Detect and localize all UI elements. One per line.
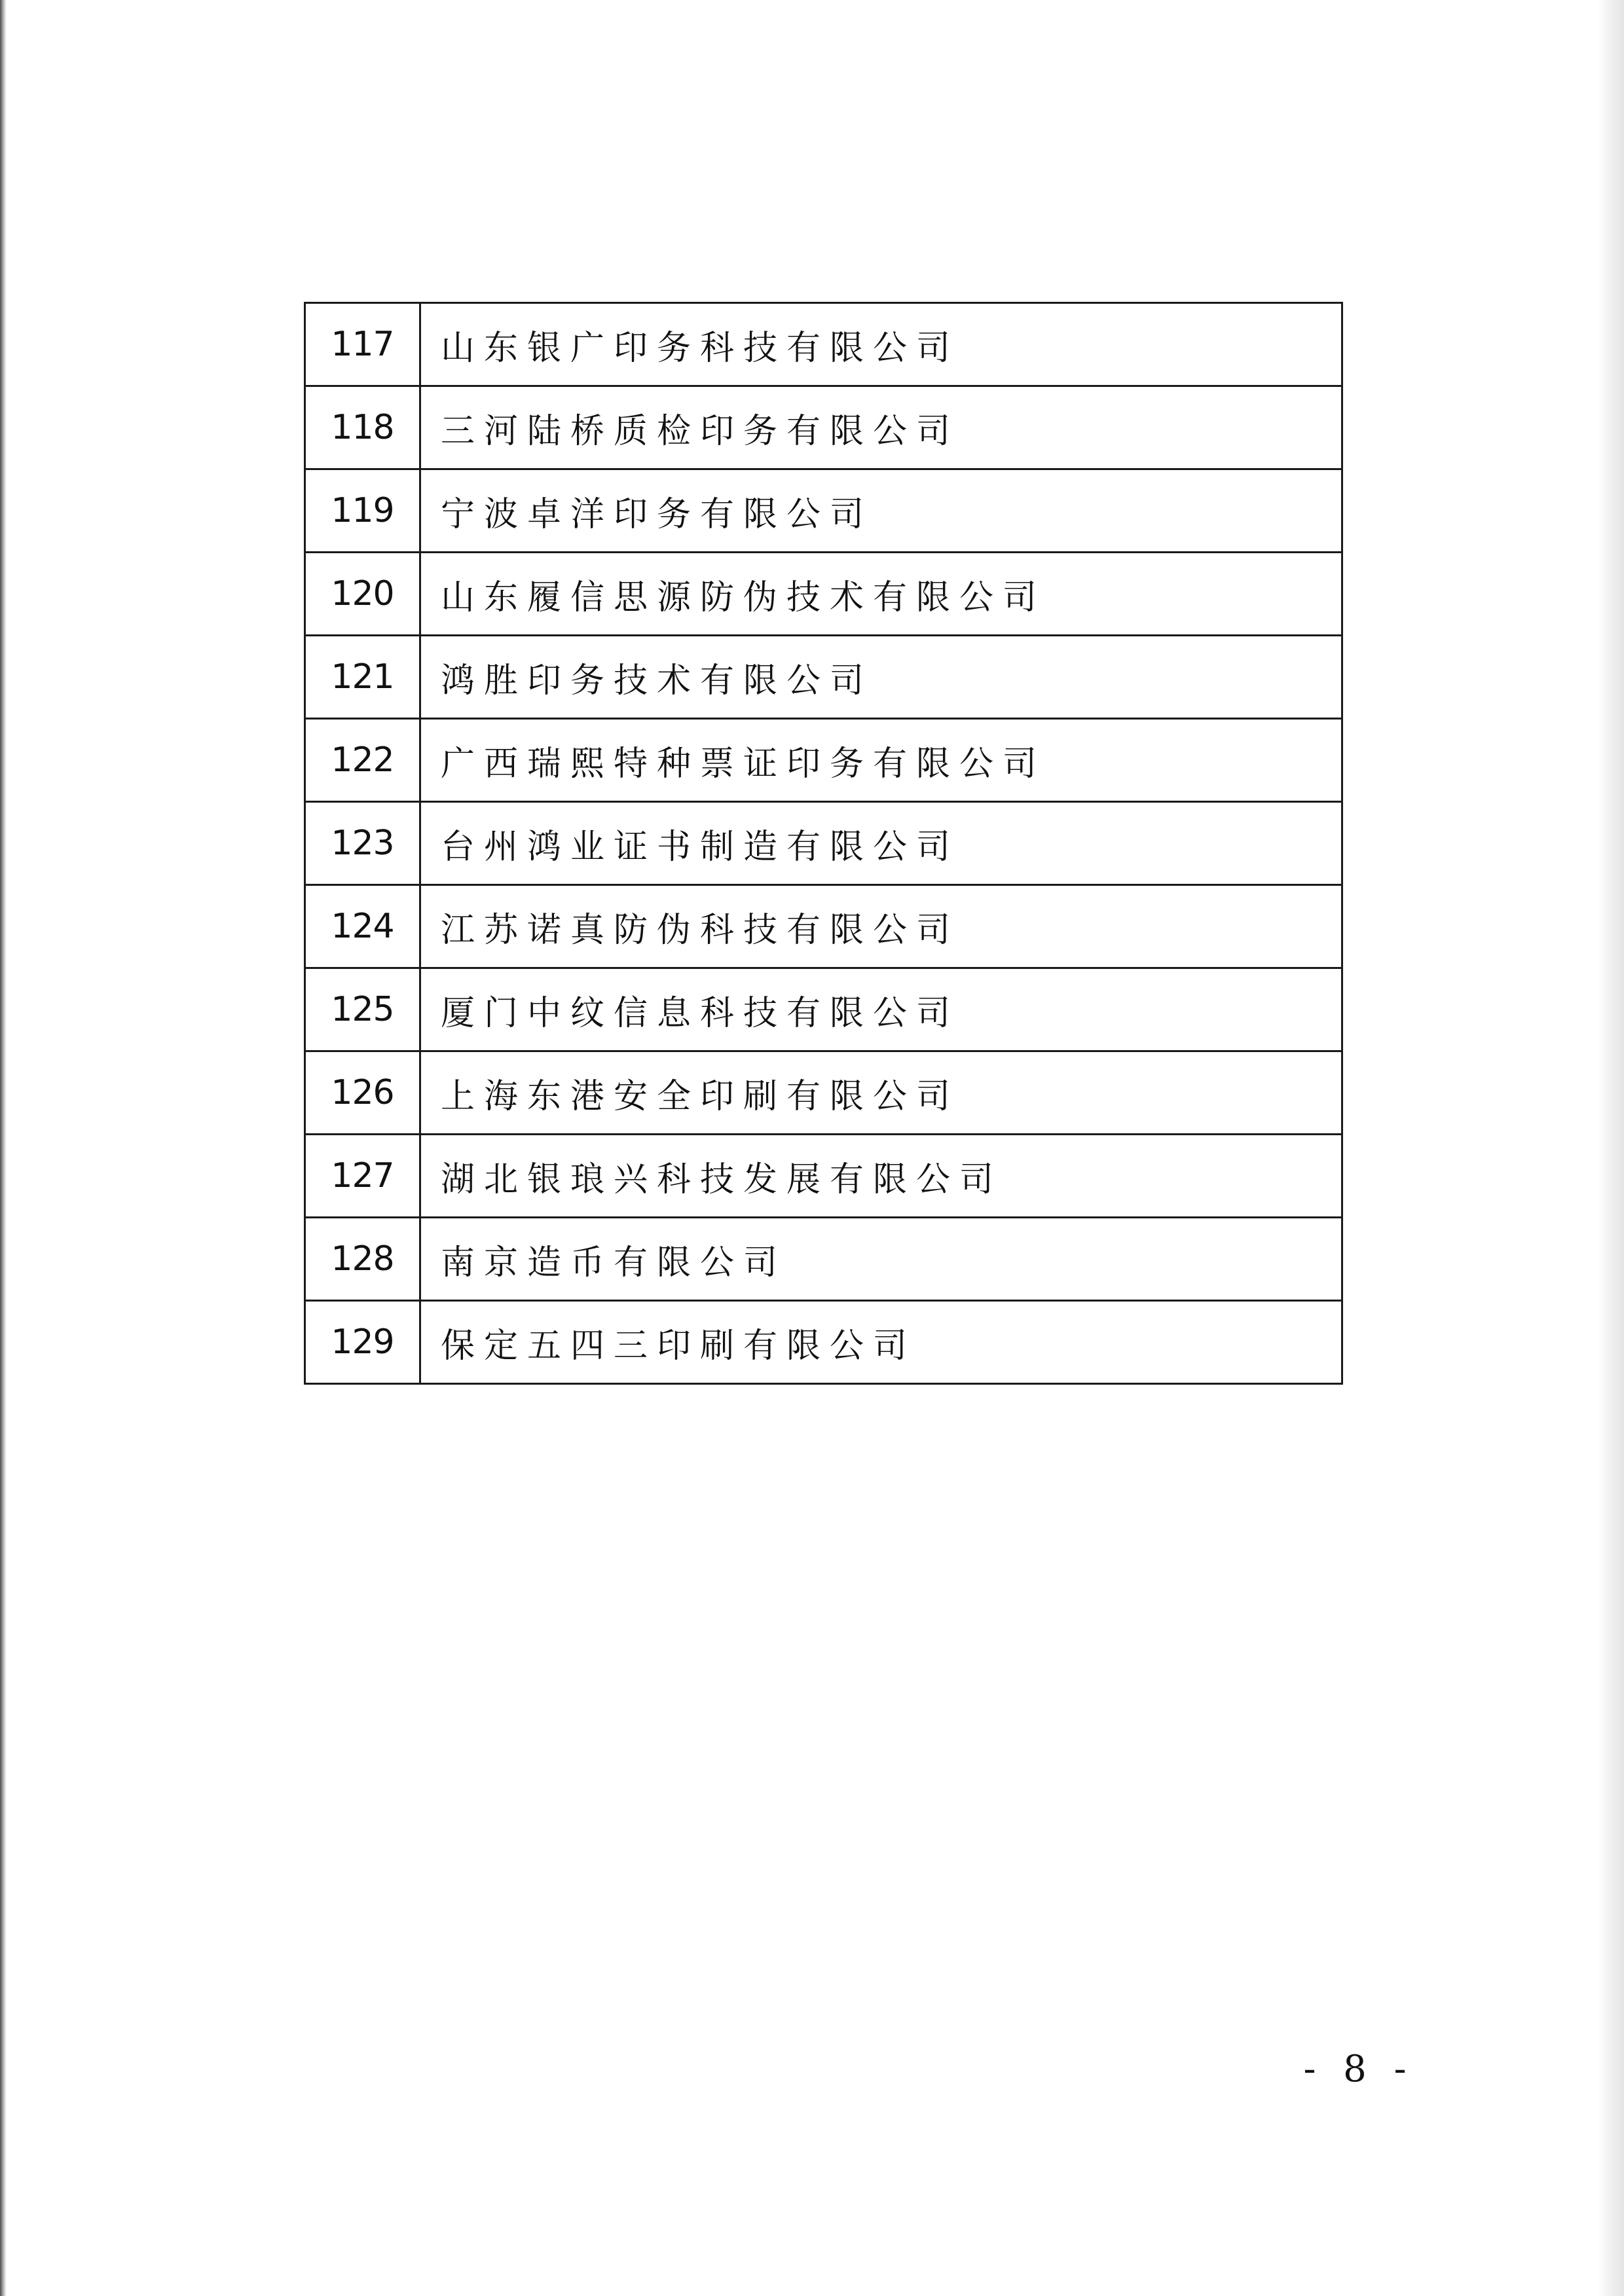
row-number: 127 xyxy=(305,1135,420,1218)
company-name: 江苏诺真防伪科技有限公司 xyxy=(420,885,1342,968)
row-number: 129 xyxy=(305,1301,420,1384)
row-number: 120 xyxy=(305,553,420,636)
row-number: 118 xyxy=(305,386,420,469)
table-row xyxy=(305,968,1342,1051)
row-number: 126 xyxy=(305,1051,420,1135)
company-name: 保定五四三印刷有限公司 xyxy=(420,1301,1342,1384)
table-row xyxy=(305,885,1342,968)
row-number: 128 xyxy=(305,1218,420,1301)
table-row xyxy=(305,386,1342,469)
company-list-table xyxy=(304,302,1343,1385)
company-name: 广西瑞熙特种票证印务有限公司 xyxy=(420,719,1342,802)
table-row xyxy=(305,802,1342,885)
company-list-body xyxy=(305,303,1342,1384)
company-name: 湖北银琅兴科技发展有限公司 xyxy=(420,1135,1342,1218)
table-row xyxy=(305,303,1342,386)
row-number: 123 xyxy=(305,802,420,885)
company-name: 鸿胜印务技术有限公司 xyxy=(420,636,1342,719)
table-row xyxy=(305,1135,1342,1218)
company-name: 山东履信思源防伪技术有限公司 xyxy=(420,553,1342,636)
table-row xyxy=(305,1218,1342,1301)
table-row xyxy=(305,1301,1342,1384)
scan-right-edge xyxy=(1598,0,1624,2296)
page-number: - 8 - xyxy=(1303,2048,1414,2090)
table-row xyxy=(305,1051,1342,1135)
company-name: 三河陆桥质检印务有限公司 xyxy=(420,386,1342,469)
row-number: 119 xyxy=(305,469,420,553)
company-name: 山东银广印务科技有限公司 xyxy=(420,303,1342,386)
company-name: 南京造币有限公司 xyxy=(420,1218,1342,1301)
scan-left-edge xyxy=(0,0,7,2296)
company-name: 台州鸿业证书制造有限公司 xyxy=(420,802,1342,885)
company-name: 厦门中纹信息科技有限公司 xyxy=(420,968,1342,1051)
company-name: 宁波卓洋印务有限公司 xyxy=(420,469,1342,553)
table-row xyxy=(305,469,1342,553)
row-number: 122 xyxy=(305,719,420,802)
table-row xyxy=(305,719,1342,802)
row-number: 117 xyxy=(305,303,420,386)
company-name: 上海东港安全印刷有限公司 xyxy=(420,1051,1342,1135)
table-row xyxy=(305,553,1342,636)
row-number: 121 xyxy=(305,636,420,719)
table-row xyxy=(305,636,1342,719)
row-number: 125 xyxy=(305,968,420,1051)
row-number: 124 xyxy=(305,885,420,968)
